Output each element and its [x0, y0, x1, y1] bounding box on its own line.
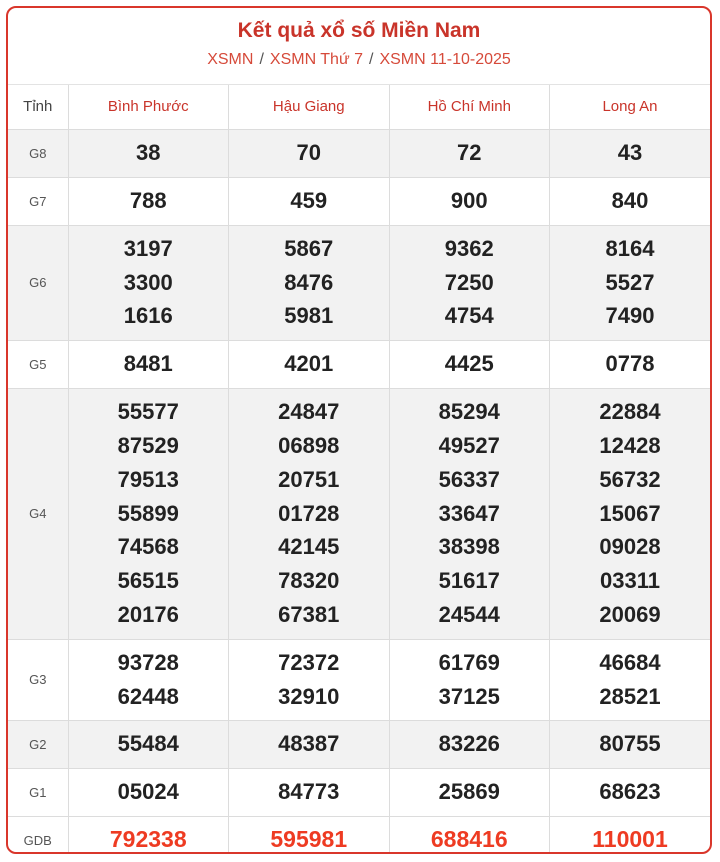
winning-number: 55484	[117, 731, 179, 757]
result-cell	[68, 388, 229, 639]
prize-label: G5	[8, 340, 68, 388]
result-cell	[389, 225, 550, 340]
winning-number: 09028	[599, 534, 661, 560]
winning-number: 48387	[278, 731, 340, 757]
winning-number: 67381	[278, 601, 340, 627]
result-cell	[68, 225, 229, 340]
special-prize-number: 595981	[270, 826, 348, 853]
winning-number: 87529	[117, 433, 179, 458]
prize-row-g4	[8, 388, 710, 639]
prize-label: G4	[8, 388, 68, 639]
result-cell	[550, 768, 711, 816]
winning-number: 459	[290, 188, 328, 214]
prize-row-g6	[8, 225, 710, 340]
winning-number: 46684	[599, 649, 661, 675]
winning-number: 0778	[605, 351, 655, 377]
prize-row-g1	[8, 768, 710, 816]
winning-number: 20069	[599, 601, 661, 627]
winning-number: 80755	[599, 731, 661, 757]
result-cell	[229, 388, 390, 639]
winning-number: 4201	[284, 351, 334, 377]
winning-number: 74568	[117, 534, 179, 560]
winning-number: 56732	[599, 466, 661, 492]
result-cell	[68, 816, 229, 854]
winning-number: 24847	[278, 399, 340, 425]
winning-number: 28521	[599, 683, 661, 709]
prize-row-g2	[8, 720, 710, 768]
prize-row-g5	[8, 340, 710, 388]
winning-number: 8164	[605, 235, 655, 261]
breadcrumb-separator: /	[369, 51, 374, 68]
result-cell	[389, 129, 550, 177]
result-cell	[68, 177, 229, 225]
winning-number: 93728	[117, 649, 179, 675]
winning-number: 38	[136, 140, 161, 166]
results-card	[6, 6, 712, 854]
winning-number: 12428	[599, 433, 661, 458]
prize-label: G6	[8, 225, 68, 340]
winning-number: 8481	[123, 351, 173, 377]
table-header-row	[8, 85, 710, 129]
results-header	[8, 8, 710, 85]
result-cell	[229, 768, 390, 816]
winning-number: 1616	[123, 303, 173, 329]
winning-number: 9362	[444, 235, 494, 261]
result-cell	[68, 768, 229, 816]
result-cell	[68, 720, 229, 768]
result-cell	[550, 816, 711, 854]
prize-label: GDB	[8, 816, 68, 854]
winning-number: 56515	[117, 568, 179, 594]
result-cell	[550, 225, 711, 340]
winning-number: 3300	[123, 269, 173, 295]
breadcrumb	[8, 50, 710, 70]
winning-number: 25869	[438, 779, 500, 805]
result-cell	[229, 225, 390, 340]
winning-number: 61769	[438, 649, 500, 675]
winning-number: 38398	[438, 534, 500, 560]
result-cell	[389, 177, 550, 225]
result-cell	[68, 129, 229, 177]
winning-number: 68623	[599, 779, 661, 805]
special-prize-number: 792338	[109, 826, 187, 853]
result-cell	[389, 639, 550, 720]
prize-label: G2	[8, 720, 68, 768]
result-cell	[389, 816, 550, 854]
winning-number: 5867	[284, 235, 334, 261]
winning-number: 51617	[438, 568, 500, 594]
result-cell	[389, 388, 550, 639]
winning-number: 3197	[123, 235, 173, 261]
results-table	[8, 85, 710, 854]
prize-label: G1	[8, 768, 68, 816]
result-cell	[550, 177, 711, 225]
winning-number: 840	[611, 188, 649, 214]
winning-number: 70	[296, 140, 321, 166]
prize-row-g3	[8, 639, 710, 720]
result-cell	[229, 639, 390, 720]
prize-row-gdb	[8, 816, 710, 854]
winning-number: 42145	[278, 534, 340, 560]
result-cell	[550, 388, 711, 639]
winning-number: 37125	[438, 683, 500, 709]
winning-number: 4754	[444, 303, 494, 329]
winning-number: 55577	[117, 399, 179, 425]
result-cell	[229, 720, 390, 768]
winning-number: 83226	[438, 731, 500, 757]
winning-number: 05024	[117, 779, 179, 805]
winning-number: 43	[617, 140, 643, 166]
winning-number: 72372	[278, 649, 340, 675]
result-cell	[389, 720, 550, 768]
province-header-binh-phuoc[interactable]: Bình Phước	[68, 85, 229, 129]
result-cell	[229, 816, 390, 854]
province-header-ho-chi-minh[interactable]: Hồ Chí Minh	[389, 85, 550, 129]
winning-number: 8476	[284, 269, 334, 295]
result-cell	[389, 768, 550, 816]
winning-number: 20751	[278, 466, 340, 492]
result-cell	[68, 340, 229, 388]
winning-number: 56337	[438, 466, 500, 492]
prize-label: G7	[8, 177, 68, 225]
result-cell	[229, 177, 390, 225]
result-cell	[550, 129, 711, 177]
winning-number: 20176	[117, 601, 179, 627]
result-cell	[68, 639, 229, 720]
winning-number: 06898	[278, 433, 340, 458]
winning-number: 78320	[278, 568, 340, 594]
winning-number: 84773	[278, 779, 340, 805]
special-prize-number: 110001	[592, 826, 668, 853]
winning-number: 79513	[117, 466, 179, 492]
result-cell	[550, 639, 711, 720]
special-prize-number: 688416	[430, 826, 508, 853]
winning-number: 72	[457, 140, 482, 166]
breadcrumb-xsmn-saturday[interactable]: XSMN Thứ 7	[269, 51, 363, 68]
winning-number: 32910	[278, 683, 340, 709]
winning-number: 22884	[599, 399, 661, 425]
result-cell	[229, 129, 390, 177]
result-cell	[389, 340, 550, 388]
winning-number: 5981	[284, 303, 334, 329]
province-column-label: Tỉnh	[8, 85, 68, 129]
winning-number: 01728	[278, 500, 340, 526]
breadcrumb-separator: /	[259, 51, 264, 68]
province-header-long-an[interactable]: Long An	[550, 85, 711, 129]
winning-number: 03311	[600, 568, 660, 594]
prize-label: G8	[8, 129, 68, 177]
page-title: Kết quả xổ số Miền Nam	[237, 19, 481, 42]
winning-number: 55899	[117, 500, 179, 526]
breadcrumb-xsmn-date[interactable]: XSMN 11-10-2025	[379, 51, 511, 68]
result-cell	[229, 340, 390, 388]
winning-number: 7490	[605, 303, 655, 329]
prize-row-g8	[8, 129, 710, 177]
result-cell	[550, 340, 711, 388]
result-cell	[550, 720, 711, 768]
winning-number: 85294	[438, 399, 500, 425]
winning-number: 900	[450, 188, 488, 214]
winning-number: 49527	[438, 433, 500, 458]
winning-number: 33647	[438, 500, 500, 526]
winning-number: 788	[129, 188, 167, 214]
breadcrumb-xsmn[interactable]: XSMN	[207, 51, 254, 68]
winning-number: 7250	[444, 269, 494, 295]
winning-number: 4425	[444, 351, 494, 377]
province-header-hau-giang[interactable]: Hậu Giang	[229, 85, 390, 129]
prize-label: G3	[8, 639, 68, 720]
winning-number: 24544	[438, 601, 500, 627]
prize-row-g7	[8, 177, 710, 225]
winning-number: 5527	[605, 269, 655, 295]
winning-number: 62448	[117, 683, 179, 709]
winning-number: 15067	[599, 500, 661, 526]
